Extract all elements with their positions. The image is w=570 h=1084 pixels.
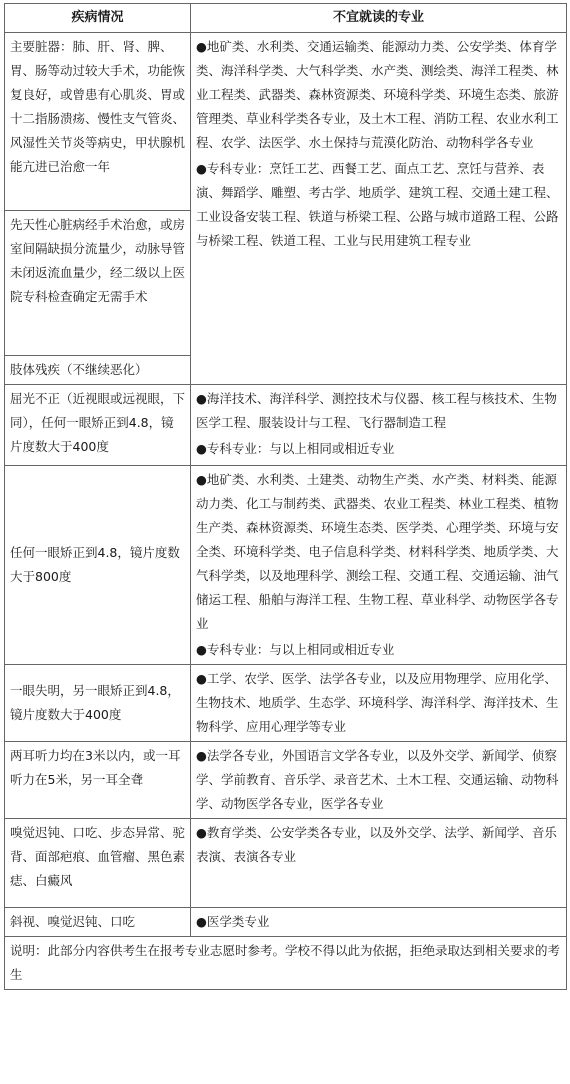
table-row: [5, 819, 567, 908]
table-row: [5, 665, 567, 742]
bullet-icon: ●: [196, 825, 207, 840]
table-row: [5, 466, 567, 665]
majors-text: 海洋技术、海洋科学、测控技术与仪器、核工程与核技术、生物医学工程、服装设计与工程、飞行器制造工程: [196, 391, 557, 430]
majors-cell: [191, 385, 567, 466]
majors-cell: [191, 665, 567, 742]
table-row: [5, 742, 567, 819]
table-row: [5, 33, 567, 211]
majors-text: 专科专业：与以上相同或相近专业: [206, 642, 395, 657]
bullet-icon: ●: [196, 39, 207, 54]
note-row: [5, 937, 567, 990]
condition-cell: 斜视、嗅觉迟钝、口吃: [5, 908, 191, 937]
table-row: [5, 385, 567, 466]
bullet-icon: ●: [196, 472, 207, 487]
condition-cell: 屈光不正（近视眼或远视眼，下同），任何一眼矫正到4.8，镜片度数大于400度: [5, 385, 191, 466]
majors-cell: [191, 742, 567, 819]
header-row: [5, 4, 567, 33]
majors-text: 医学类专业: [206, 914, 270, 929]
majors-text: 教育学类、公安学类各专业，以及外交学、法学、新闻学、音乐表演、表演各专业: [196, 825, 557, 864]
majors-text: 地矿类、水利类、交通运输类、能源动力类、公安学类、体育学类、海洋科学类、大气科学类、水产类、测绘类、海洋工程类、林业工程类、武器类、森林资源类、环境科学类、环境生态类、旅游管理类、草业科学类各专业，及土木工程、消防工程、农业水利工程、农学、法医学、水土保持与荒漠化防治、动物科学各专业: [196, 39, 559, 150]
bullet-icon: ●: [196, 914, 207, 929]
majors-cell: [191, 819, 567, 908]
majors-restriction-table: [4, 3, 567, 990]
condition-cell: 两耳听力均在3米以内，或一耳听力在5米，另一耳全聋: [5, 742, 191, 819]
header-majors: 不宜就读的专业: [191, 4, 567, 33]
condition-cell: 嗅觉迟钝、口吃、步态异常、驼背、面部疤痕、血管瘤、黑色素痣、白癜风: [5, 819, 191, 908]
majors-text: 法学各专业，外国语言文学各专业，以及外交学、新闻学、侦察学、学前教育、音乐学、录音艺术、土木工程、交通运输、动物科学、动物医学各专业，医学各专业: [196, 748, 559, 811]
bullet-icon: ●: [196, 391, 207, 406]
bullet-icon: ●: [196, 642, 207, 657]
bullet-icon: ●: [196, 441, 207, 456]
majors-text: 地矿类、水利类、土建类、动物生产类、水产类、材料类、能源动力类、化工与制药类、武器类、农业工程类、林业工程类、植物生产类、森林资源类、环境生态类、医学类、心理学类、环境与安全类、环境科学类、电子信息科学类、材料科学类、地质学类、大气科学类，以及地理科学、测绘工程、交通工程、交通运输、油气储运工程、船舶与海洋工程、生物工程、草业科学、动物医学各专业: [196, 472, 559, 631]
majors-cell: [191, 908, 567, 937]
majors-cell: [191, 466, 567, 665]
condition-cell: 肢体残疾（不继续恶化）: [5, 356, 191, 385]
condition-cell: 任何一眼矫正到4.8，镜片度数大于800度: [5, 466, 191, 665]
majors-text: 专科专业：与以上相同或相近专业: [206, 441, 395, 456]
majors-cell: [191, 33, 567, 385]
bullet-icon: ●: [196, 161, 207, 176]
bullet-icon: ●: [196, 671, 207, 686]
condition-cell: 一眼失明，另一眼矫正到4.8，镜片度数大于400度: [5, 665, 191, 742]
bullet-icon: ●: [196, 748, 207, 763]
majors-text: 专科专业：烹饪工艺、西餐工艺、面点工艺、烹饪与营养、表演、舞蹈学、雕塑、考古学、地质学、建筑工程、交通土建工程、工业设备安装工程、铁道与桥梁工程、公路与城市道路工程、公路与桥梁工程、铁道工程、工业与民用建筑工程专业: [196, 161, 559, 248]
condition-cell: 主要脏器：肺、肝、肾、脾、胃、肠等动过较大手术，功能恢复良好，或曾患有心肌炎、胃或十二指肠溃疡、慢性支气管炎、风湿性关节炎等病史，甲状腺机能亢进已治愈一年: [5, 33, 191, 211]
condition-cell: 先天性心脏病经手术治愈，或房室间隔缺损分流量少，动脉导管未闭返流血量少，经二级以上医院专科检查确定无需手术: [5, 211, 191, 356]
note-text: 说明：此部分内容供考生在报考专业志愿时参考。学校不得以此为依据，拒绝录取达到相关要求的考生: [5, 937, 567, 990]
majors-text: 工学、农学、医学、法学各专业，以及应用物理学、应用化学、生物技术、地质学、生态学、环境科学、海洋科学、海洋技术、生物科学、应用心理学等专业: [196, 671, 559, 734]
header-condition: 疾病情况: [5, 4, 191, 33]
table-row: [5, 908, 567, 937]
